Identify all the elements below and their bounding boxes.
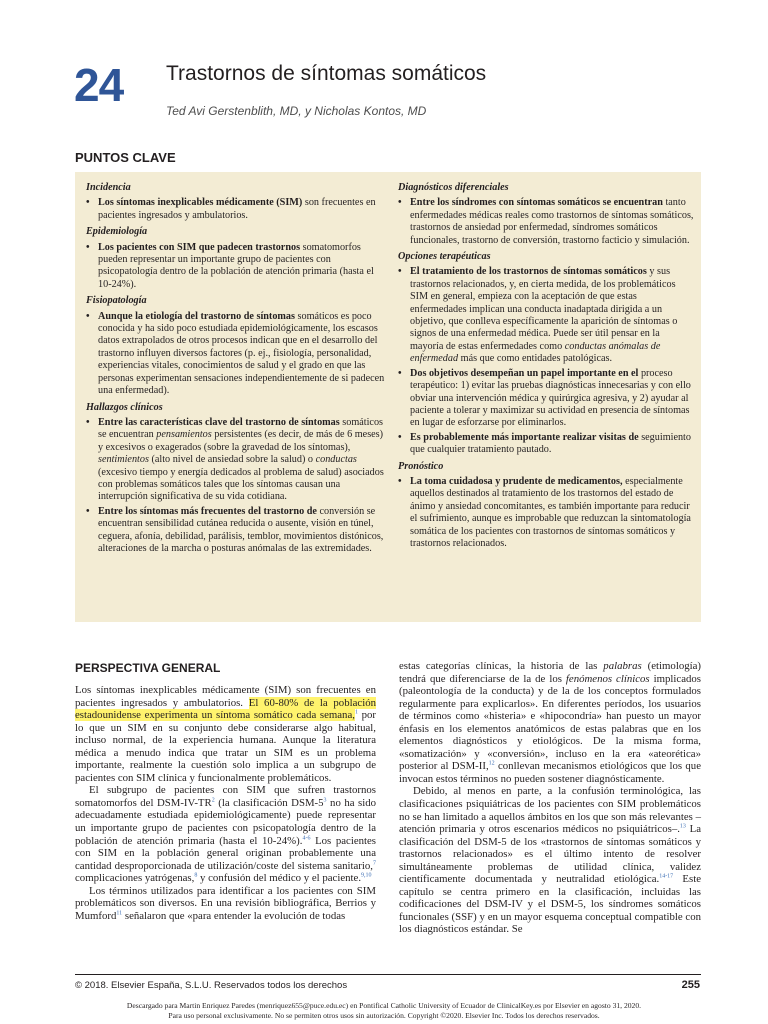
kp-item-emphasis: conductas	[315, 454, 357, 466]
citation-link[interactable]: 11	[116, 910, 123, 917]
download-line: Para uso personal exclusivamente. No se permiten otros usos sin autorización. Copyright ©2020. Elsevier Inc. Todos los derechos reservados.	[168, 1011, 600, 1020]
kp-item-text: conversión se encuentran sensibilidad cutánea reducida o ausente, visión en túnel, ceguera, afonía, debilidad, parálisis, temblor, movimientos distónicos, alteraciones de la marcha o posturas anómalas de las extremidades.	[98, 505, 384, 554]
emphasis: fenómenos clínicos	[565, 672, 650, 685]
citation-link[interactable]: 1	[354, 709, 358, 716]
bullet-icon: •	[86, 241, 90, 253]
kp-label-diagnosticos: Diagnósticos diferenciales	[398, 182, 509, 193]
text: por lo que un SIM en su conjunto debe considerarse algo habitual, incluso normal, de la experiencia humana. Aunque la literatura médica a menudo indica que tratar un SIM es un problema importante, realmente la cuestión solo implica a un subgrupo de pacientes con SIM clínica y funcionalmente problemáticos.	[75, 709, 376, 784]
kp-item-lead: El tratamiento de los trastornos de síntomas somáticos	[410, 266, 647, 278]
paragraph	[75, 784, 376, 884]
kp-item-lead: Entre los síntomas más frecuentes del trastorno de	[98, 505, 317, 517]
bullet-icon: •	[86, 416, 90, 428]
bullet-icon: •	[86, 505, 90, 517]
bullet-icon: •	[86, 197, 90, 209]
key-points-box	[75, 172, 701, 622]
kp-item	[86, 197, 386, 222]
kp-item-emphasis: sentimientos	[98, 454, 149, 466]
text: complicaciones yatrógenas,	[75, 872, 195, 885]
kp-item-text: más que como entidades patológicas.	[460, 353, 612, 365]
key-points-right-column	[398, 178, 694, 552]
kp-item-text: persistentes (es decir, de más de 6 meses) y excesivos o exagerados (sobre la gravedad de los síntomas),	[98, 429, 384, 453]
emphasis: palabras	[603, 660, 642, 672]
kp-item-lead: La toma cuidadosa y prudente de medicamentos,	[410, 475, 623, 487]
paragraph	[75, 684, 376, 784]
paragraph	[75, 885, 376, 923]
kp-label-pronostico: Pronóstico	[398, 460, 444, 472]
kp-item-text: somáticos es poco conocida y ha sido poco estudiada epidemiológicamente, los escasos datos extrapolados de otros procesos indican que en el desarrollo del trastorno influyen diversos factores (p. ej., fisiología, personalidad, experiencias vitales, conocimientos de salud y el grado en que las personas experimentan sensaciones independientemente de si padecen una enfermedad).	[98, 310, 385, 397]
kp-item	[86, 417, 386, 504]
text: (etimología) tendrá que diferenciarse de la de los	[399, 660, 702, 685]
bullet-icon: •	[398, 266, 402, 278]
kp-item	[398, 368, 694, 430]
kp-item-lead: Dos objetivos desempeñan un papel importante en el	[410, 367, 639, 379]
kp-item-text: proceso terapéutico: 1) evitar las pruebas diagnósticas innecesarias y con ello obviar una intervención médica y quirúrgica agresiva, y 2) ayudar al paciente a tolerar y maximizar su actividad en presencia de síntomas en lugar de esforzarse por eliminarlos.	[410, 367, 691, 429]
kp-label-opciones: Opciones terapéuticas	[398, 251, 491, 263]
text: Este capítulo se centra primero en la clasificación, incluidas las codificaciones del DSM-IV y el DSM-5, los síndromes somáticos funcionales (SSF) y en un mayor esquema conceptual compatible con los diagnósticos estándar. Se	[399, 873, 701, 936]
footer-rule	[75, 974, 701, 975]
citation-link[interactable]: 14-17	[659, 873, 674, 880]
kp-item	[86, 311, 386, 398]
kp-item-lead: Entre las características clave del trastorno de síntomas	[98, 416, 340, 428]
citation-link[interactable]: 13	[679, 823, 686, 830]
kp-item-text: seguimiento que cualquier tratamiento pautado.	[410, 431, 691, 456]
bullet-icon: •	[398, 475, 402, 487]
citation-link[interactable]: 9,10	[361, 872, 372, 879]
kp-label-incidencia: Incidencia	[86, 182, 131, 193]
text: Los términos utilizados para identificar a los pacientes con SIM problemáticos son diversos. En una revisión bibliográfica, Berrios y Mumford	[75, 884, 376, 922]
text: y confusión del médico y el paciente.	[200, 872, 362, 885]
text: implicados (paleontología de la conducta) y de la de los conceptos formulados regularmente para explicarlos». En diferentes períodos, los usuarios de términos como «histeria» e «hipocondría» han puesto un mayor énfasis en los elementos anatómicos de estas palabras que en los elementos diagnósticos y etiológicos. De la misma forma, «somatización» y «conversión», incluso en la era «ateorética» posterior al DSM-II,	[399, 672, 702, 773]
kp-item-emphasis: conductas anómalas de enfermedad	[410, 340, 661, 365]
key-points-left-column	[86, 178, 386, 557]
text: Los síntomas inexplicables médicamente (SIM) son frecuentes en pacientes ingresados y ambulatorios.	[75, 684, 376, 709]
citation-link[interactable]: 8	[194, 872, 198, 879]
kp-item-text: somáticos se encuentran	[98, 416, 384, 441]
citation-link[interactable]: 3	[323, 797, 327, 804]
kp-label-hallazgos: Hallazgos clínicos	[86, 401, 163, 413]
text: Debido, al menos en parte, a la confusión terminológica, las clasificaciones psiquiátricas de los pacientes con SIM problemáticos no se han limitado a aquellos ámbitos en los que son más relevantes –atención primaria y otros escenarios médicos no psiquiátricos–.	[399, 785, 701, 836]
text: conllevan mecanismos etiológicos que los que invocan estos términos no pueden sostener diagnósticamente.	[399, 760, 701, 785]
citation-link[interactable]: 2	[211, 797, 215, 804]
chapter-title: Trastornos de síntomas somáticos	[166, 62, 487, 85]
kp-item-text: (alto nivel de ansiedad sobre la salud) o	[151, 454, 314, 466]
bullet-icon: •	[86, 310, 90, 322]
citation-link[interactable]: 4-6	[302, 834, 311, 841]
download-notice	[0, 1001, 768, 1021]
kp-item	[86, 506, 386, 556]
kp-item-lead: Aunque la etiología del trastorno de síntomas	[98, 310, 295, 322]
text: señalaron que «para entender la evolución de todas	[124, 909, 346, 922]
page-number: 255	[681, 979, 700, 991]
kp-item-emphasis: pensamientos	[156, 429, 212, 441]
citation-link[interactable]: 7	[373, 860, 376, 867]
text: El subgrupo de pacientes con SIM que sufren trastornos somatomorfos del DSM-IV-TR	[75, 784, 376, 809]
kp-item-lead: Los síntomas inexplicables médicamente (SIM)	[98, 197, 303, 209]
bullet-icon: •	[398, 197, 402, 209]
text: Los pacientes con SIM en la población general originan probablemente una cantidad desproporcionada de utilización/coste del sistema sanitario,	[75, 834, 377, 872]
download-line: Descargado para Martin Enriquez Paredes (menriquez655@puce.edu.ec) en Pontifical Catholic University of Ecuador de ClinicalKey.es por Elsevier en agosto 31, 2020.	[126, 1001, 642, 1010]
kp-item	[398, 476, 694, 550]
paragraph	[399, 785, 701, 936]
kp-item-text: (excesivo tiempo y energía dedicados al problema de salud) asociados con problemas somáticos tales que los síntomas causan una interrupción significativa de su vida cotidiana.	[98, 466, 384, 503]
kp-item	[398, 266, 694, 365]
highlighted-text: El 60-80% de la población estadounidense experimenta un síntoma somático cada semana,	[75, 696, 376, 722]
chapter-number: 24	[74, 59, 124, 111]
kp-item-text: y sus trastornos relacionados, y, en cierta medida, de los problemáticos SIM en general, empieza con la aceptación de que estas enfermedades implican una conducta inadaptada dirigida a un objetivo, que conlleva específicamente la aparición de síntomas o signos de una enfermedad médica. Puede ser útil pensar en la mayoría de estas enfermedades como	[410, 266, 678, 352]
kp-item-text: somatomorfos pueden representar un importante grupo de pacientes con psicopatología dentro de la población de atención primaria (hasta el 10-24%).	[98, 241, 374, 290]
bullet-icon: •	[398, 367, 402, 379]
paragraph	[399, 660, 701, 785]
bullet-icon: •	[398, 431, 402, 443]
citation-link[interactable]: 12	[488, 760, 495, 767]
chapter-authors: Ted Avi Gerstenblith, MD, y Nicholas Kontos, MD	[166, 104, 427, 118]
text: (la clasificación DSM-5	[218, 796, 324, 809]
body-left-column	[75, 684, 376, 922]
kp-item	[398, 432, 694, 457]
text: La clasificación del DSM-5 de los «trastornos de síntomas somáticos y trastornos relacionados» es el último intento de resolver simultáneamente problemas de utilidad clínica, validez científicamente documentada y neutralidad etiológica.	[399, 823, 701, 886]
kp-item-lead: Entre los síndromes con síntomas somáticos se encuentran	[410, 197, 663, 209]
text: estas categorías clínicas, la historia de las	[399, 660, 598, 672]
kp-label-fisiopatologia: Fisiopatología	[86, 295, 147, 307]
text: no ha sido adecuadamente estudiada epidemiológicamente) puede representar un importante grupo de pacientes con psicopatología dentro de la población de atención primaria (hasta el 10-24%).	[75, 796, 377, 847]
kp-item-lead: Los pacientes con SIM que padecen trastornos	[98, 241, 301, 253]
kp-item-lead: Es probablemente más importante realizar visitas de	[410, 431, 639, 443]
kp-item-text: tanto enfermedades médicas reales como trastornos de síntomas somáticos, trastornos de ansiedad por enfermedad, síndromes somáticos funcionales, trastorno de conversión, trastorno facticio y simulación.	[410, 197, 694, 246]
kp-item-text: son frecuentes en pacientes ingresados y ambulatorios.	[98, 197, 376, 221]
key-points-heading: PUNTOS CLAVE	[75, 150, 176, 165]
body-right-column	[399, 660, 701, 936]
copyright: © 2018. Elsevier España, S.L.U. Reservados todos los derechos	[75, 980, 348, 991]
kp-item-text: especialmente aquellos destinados al tratamiento de los trastornos del estado de ánimo y ansiedad concomitantes, es también importante para reducir el sufrimiento, aunque es improbable que reduzcan la sintomatología somática de los pacientes con trastornos de síntomas somáticos y trastornos relacionados.	[410, 475, 691, 549]
kp-label-epidemiologia: Epidemiología	[86, 226, 148, 238]
kp-item	[86, 242, 386, 292]
kp-item	[398, 197, 694, 247]
section-heading: PERSPECTIVA GENERAL	[75, 661, 221, 675]
